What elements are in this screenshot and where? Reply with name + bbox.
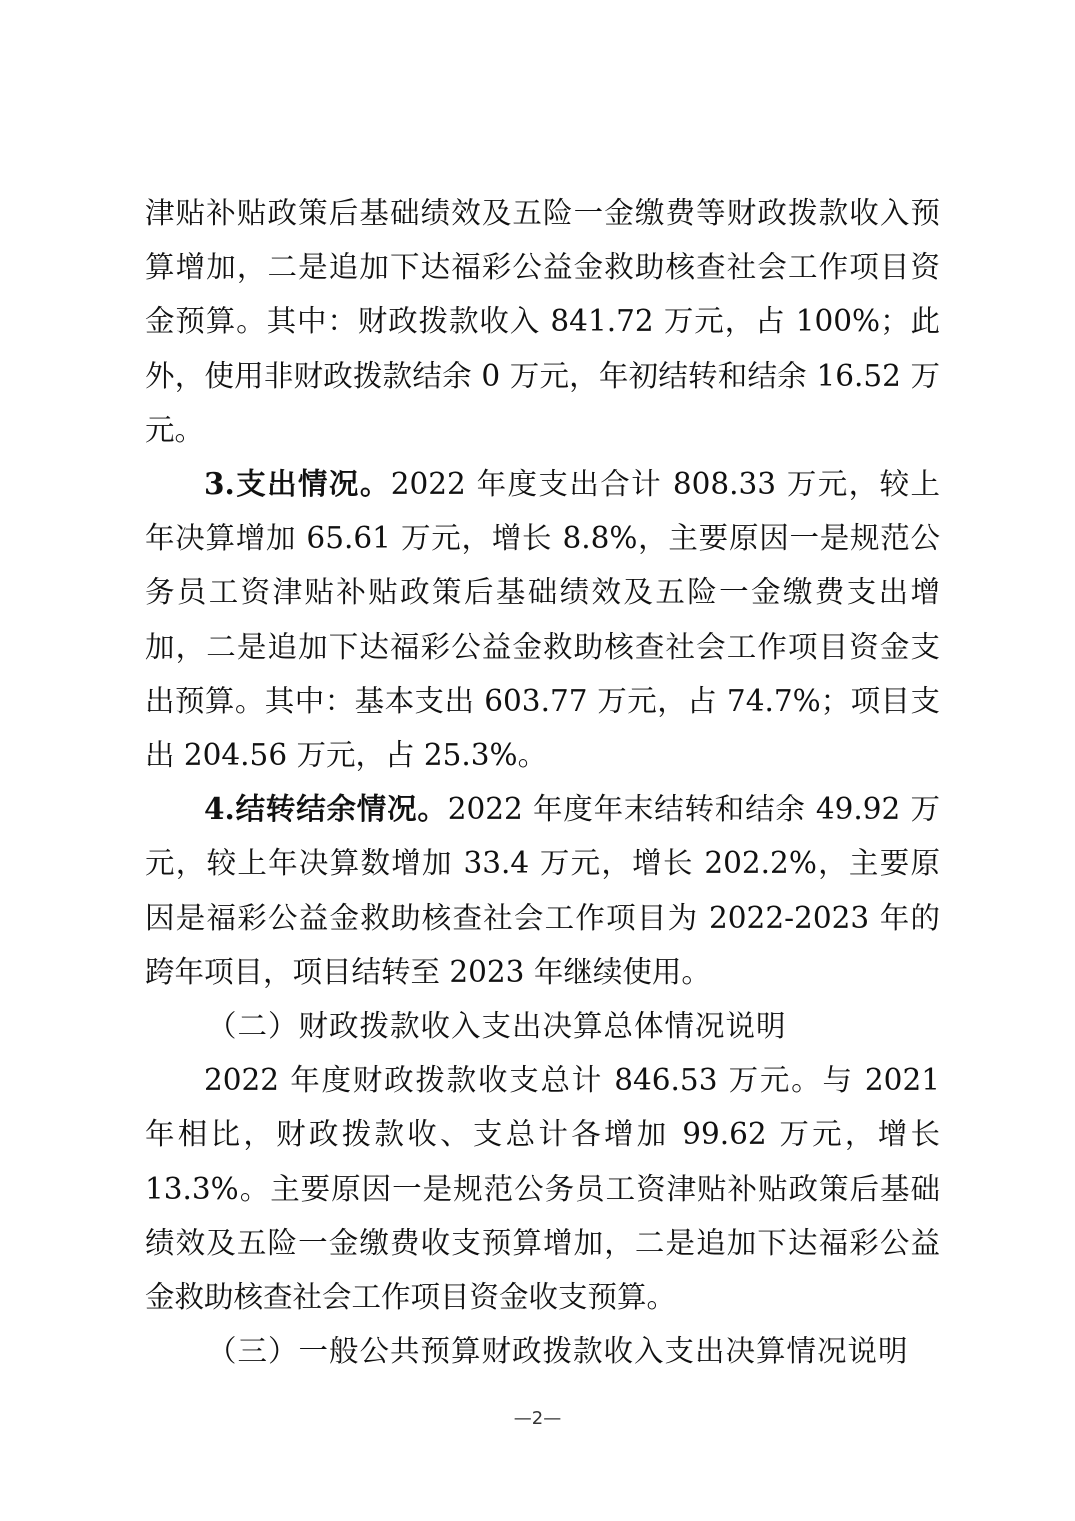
paragraph-section-two: 2022 年度财政拨款收支总计 846.53 万元。与 2021 年相比，财政拨款收、支总计各增加 99.62 万元，增长 13.3%。主要原因一是规范公务员工资津贴补贴政策后基础绩效及五险一金缴费收支预算增加，二是追加下达福彩公益金救助核查社会工作项目资金收支预算。 — [145, 1063, 940, 1315]
paragraph-expenditure — [145, 457, 940, 782]
paragraph-income-continued: 津贴补贴政策后基础绩效及五险一金缴费等财政拨款收入预算增加，二是追加下达福彩公益金救助核查社会工作项目资金预算。其中：财政拨款收入 841.72 万元，占 100%；此外，使用非财政拨款结余 0 万元，年初结转和结余 16.52 万元。 — [145, 196, 940, 447]
document-body — [145, 186, 940, 1378]
carryover-lead: 4.结转结余情况。 — [204, 791, 448, 827]
page-number: —2— — [513, 1408, 562, 1429]
expenditure-text: 2022 年度支出合计 808.33 万元，较上年决算增加 65.61 万元，增长 8.8%，主要原因一是规范公务员工资津贴补贴政策后基础绩效及五险一金缴费支出增加，二是追加下达福彩公益金救助核查社会工作项目资金支出预算。其中：基本支出 603.77 万元，占 74.7%；项目支出 204.56 万元，占 25.3%。 — [145, 467, 940, 773]
carryover-text: 2022 年度年末结转和结余 49.92 万元，较上年决算数增加 33.4 万元，增长 202.2%，主要原因是福彩公益金救助核查社会工作项目为 2022-2023 年的跨年项目，项目结转至 2023 年继续使用。 — [145, 792, 940, 989]
section-three-heading: （三）一般公共预算财政拨款收入支出决算情况说明 — [207, 1334, 909, 1369]
paragraph-carryover — [145, 782, 940, 999]
section-two-heading: （二）财政拨款收入支出决算总体情况说明 — [207, 1009, 787, 1044]
expenditure-lead: 3.支出情况。 — [204, 466, 391, 502]
